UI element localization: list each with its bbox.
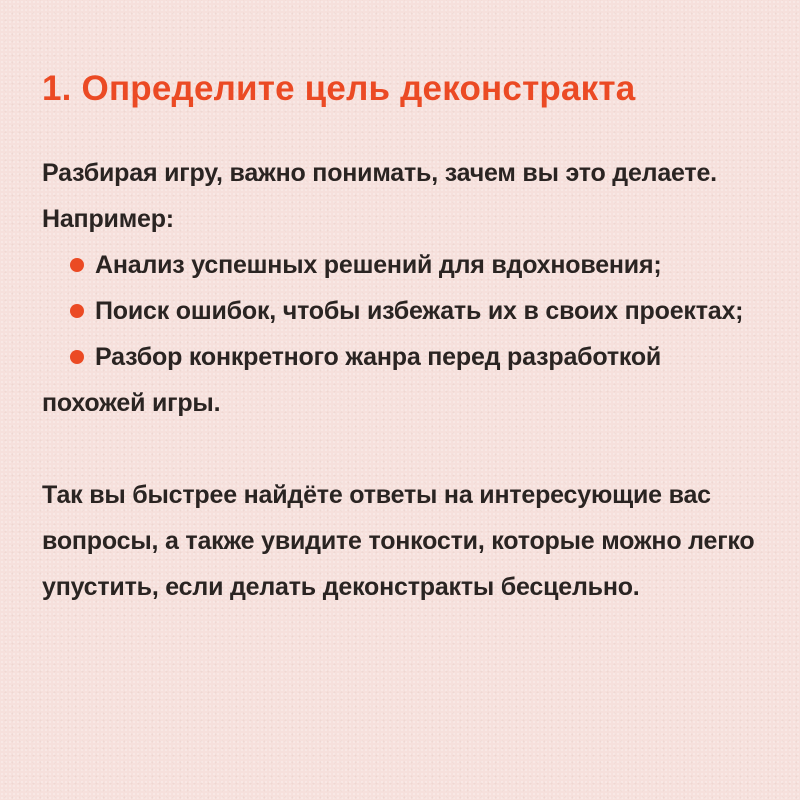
list-item-text: Анализ успешных решений для вдохновения; (95, 251, 662, 279)
list-item (42, 242, 758, 288)
list-item (42, 334, 758, 426)
bullet-dot-icon (70, 258, 84, 272)
list-item-text: Поиск ошибок, чтобы избежать их в своих проектах; (95, 297, 744, 325)
bullet-dot-icon (70, 304, 84, 318)
list-item (42, 288, 758, 334)
goal-list (42, 242, 758, 426)
paragraph-spacer (42, 426, 758, 472)
bullet-dot-icon (70, 350, 84, 364)
conclusion-paragraph: Так вы быстрее найдёте ответы на интересующие вас вопросы, а также увидите тонкости, которые можно легко упустить, если делать деконстракты бесцельно. (42, 481, 755, 601)
intro-paragraph: Разбирая игру, важно понимать, зачем вы это делаете. Например: (42, 159, 717, 233)
slide-title: 1. Определите цель деконстракта (42, 69, 636, 108)
slide-body (42, 150, 758, 610)
list-item-text: Разбор конкретного жанра перед разработкой похожей игры. (42, 343, 662, 417)
